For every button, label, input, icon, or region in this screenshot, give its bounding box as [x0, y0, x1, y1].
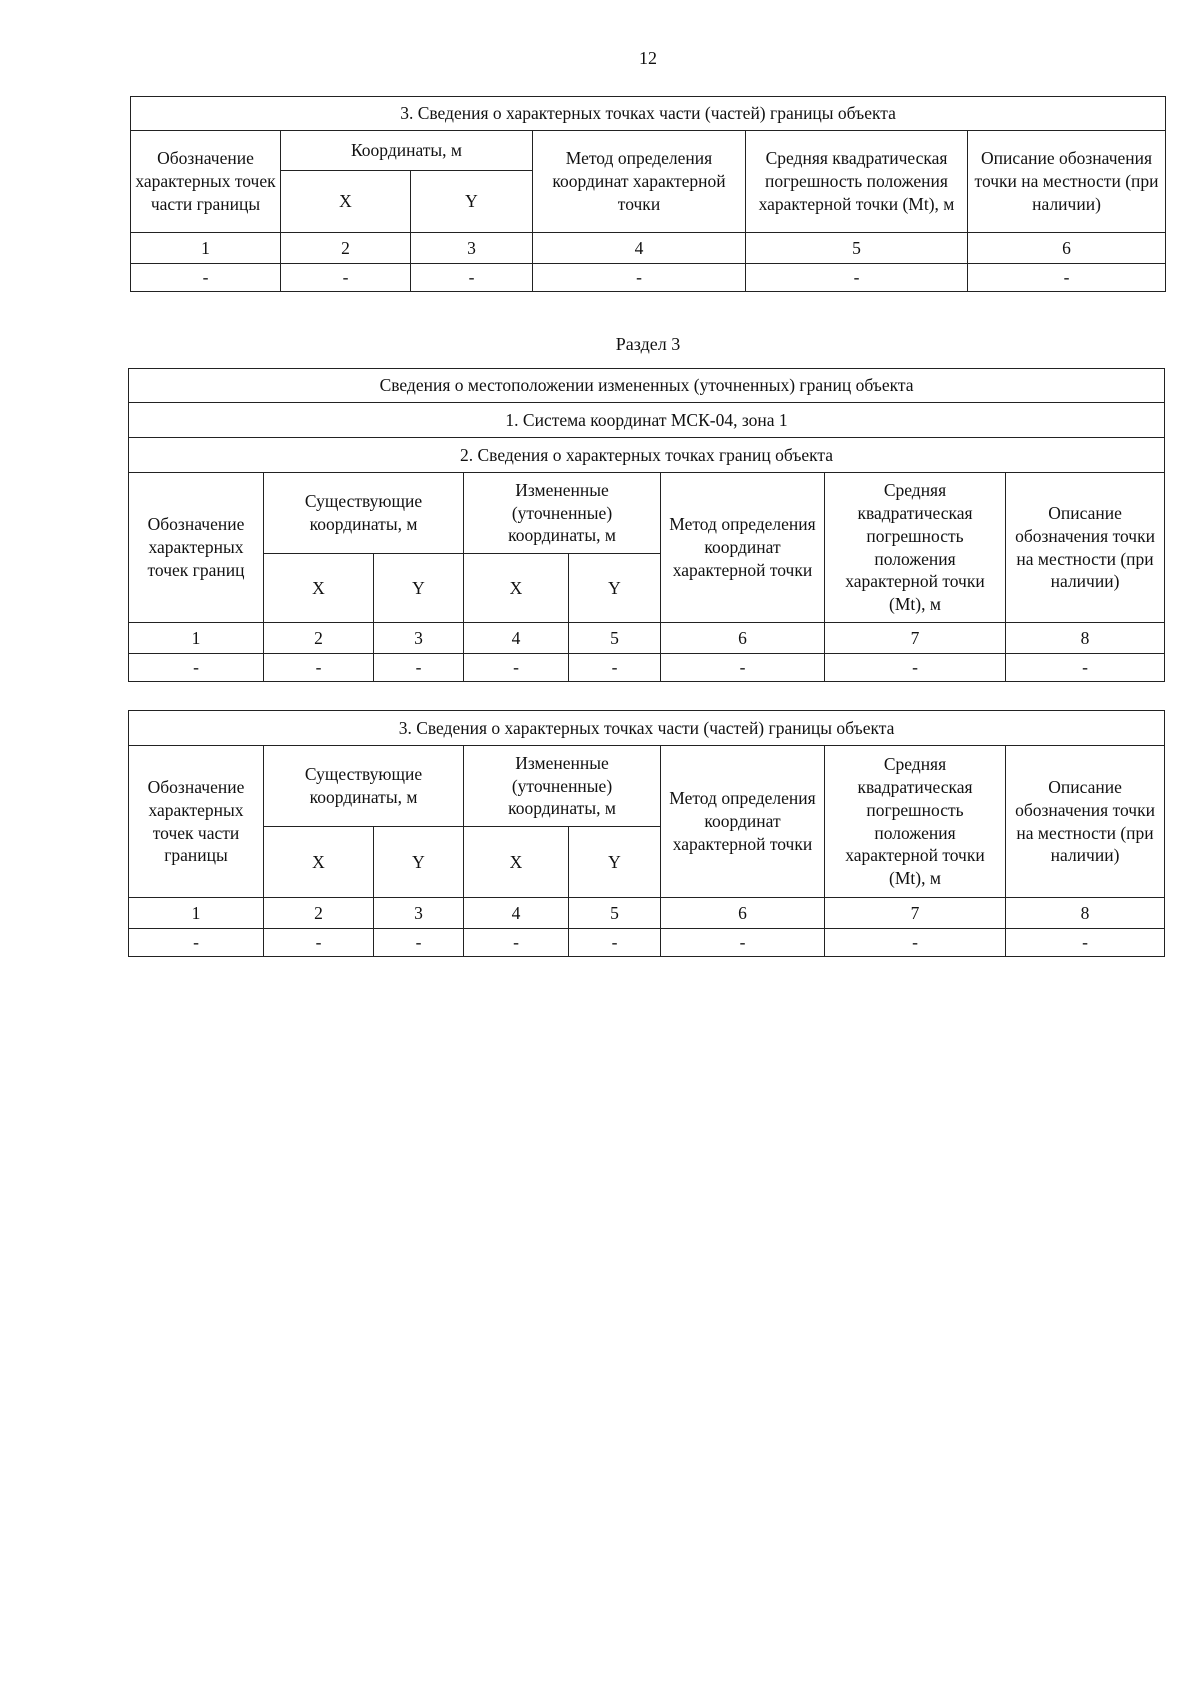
column-numbers-row	[129, 623, 1165, 654]
header-changed-x: X	[464, 554, 569, 623]
header-existing-x: X	[264, 827, 374, 898]
table-title: Сведения о местоположении измененных (уточненных) границ объекта	[129, 369, 1165, 403]
table-caption: 3. Сведения о характерных точках части (частей) границы объекта	[131, 97, 1166, 131]
header-changed-x: X	[464, 827, 569, 898]
column-number: 5	[746, 233, 968, 264]
column-number: 8	[1006, 898, 1165, 929]
table-cell: -	[374, 929, 464, 957]
column-number: 1	[131, 233, 281, 264]
header-error: Средняя квадратическая погрешность положения характерной точки (Mt), м	[825, 473, 1006, 623]
header-changed-coordinates: Измененные (уточненные) координаты, м	[464, 746, 661, 827]
table-caption: 3. Сведения о характерных точках части (частей) границы объекта	[129, 711, 1165, 746]
table-row	[129, 929, 1165, 957]
table-row	[129, 654, 1165, 682]
column-number: 4	[464, 623, 569, 654]
table-cell: -	[1006, 654, 1165, 682]
coordinate-system: 1. Система координат МСК-04, зона 1	[129, 403, 1165, 438]
header-error: Средняя квадратическая погрешность положения характерной точки (Mt), м	[746, 131, 968, 233]
table-part-boundary-points	[130, 96, 1166, 292]
header-description: Описание обозначения точки на местности (при наличии)	[1006, 473, 1165, 623]
header-existing-x: X	[264, 554, 374, 623]
column-number: 6	[661, 623, 825, 654]
column-number: 2	[264, 898, 374, 929]
column-number: 1	[129, 623, 264, 654]
header-existing-y: Y	[374, 827, 464, 898]
column-number: 2	[281, 233, 411, 264]
column-number: 1	[129, 898, 264, 929]
column-number: 2	[264, 623, 374, 654]
table-cell: -	[411, 264, 533, 292]
table-cell: -	[968, 264, 1166, 292]
column-number: 3	[374, 898, 464, 929]
column-number: 7	[825, 623, 1006, 654]
header-designation: Обозначение характерных точек границ	[129, 473, 264, 623]
page-number: 12	[639, 48, 657, 68]
table-cell: -	[281, 264, 411, 292]
table-cell: -	[129, 929, 264, 957]
column-number: 3	[411, 233, 533, 264]
table-cell: -	[825, 929, 1006, 957]
table-cell: -	[569, 929, 661, 957]
column-number: 7	[825, 898, 1006, 929]
column-number: 6	[968, 233, 1166, 264]
header-designation: Обозначение характерных точек части границы	[129, 746, 264, 898]
header-coordinates: Координаты, м	[281, 131, 533, 171]
header-changed-y: Y	[569, 827, 661, 898]
header-designation: Обозначение характерных точек части границы	[131, 131, 281, 233]
table-changed-boundary-points	[128, 368, 1165, 682]
column-numbers-row	[129, 898, 1165, 929]
table-cell: -	[131, 264, 281, 292]
header-x: X	[281, 171, 411, 233]
header-changed-coordinates: Измененные (уточненные) координаты, м	[464, 473, 661, 554]
header-description: Описание обозначения точки на местности (при наличии)	[968, 131, 1166, 233]
column-number: 5	[569, 898, 661, 929]
table-caption: 2. Сведения о характерных точках границ объекта	[129, 438, 1165, 473]
table-cell: -	[129, 654, 264, 682]
table-cell: -	[569, 654, 661, 682]
table-cell: -	[264, 654, 374, 682]
table-cell: -	[661, 654, 825, 682]
column-number: 3	[374, 623, 464, 654]
header-method: Метод определения координат характерной точки	[533, 131, 746, 233]
column-number: 4	[533, 233, 746, 264]
table-cell: -	[264, 929, 374, 957]
table-cell: -	[746, 264, 968, 292]
table-part-boundary-changed-points	[128, 710, 1165, 957]
table-cell: -	[825, 654, 1006, 682]
header-existing-y: Y	[374, 554, 464, 623]
table-cell: -	[1006, 929, 1165, 957]
column-numbers-row	[131, 233, 1166, 264]
table-cell: -	[464, 929, 569, 957]
table-cell: -	[374, 654, 464, 682]
table-row	[131, 264, 1166, 292]
header-error: Средняя квадратическая погрешность положения характерной точки (Mt), м	[825, 746, 1006, 898]
header-existing-coordinates: Существующие координаты, м	[264, 473, 464, 554]
section-title: Раздел 3	[615, 334, 681, 354]
header-method: Метод определения координат характерной точки	[661, 746, 825, 898]
column-number: 6	[661, 898, 825, 929]
header-method: Метод определения координат характерной точки	[661, 473, 825, 623]
header-y: Y	[411, 171, 533, 233]
header-description: Описание обозначения точки на местности (при наличии)	[1006, 746, 1165, 898]
column-number: 4	[464, 898, 569, 929]
table-cell: -	[464, 654, 569, 682]
header-existing-coordinates: Существующие координаты, м	[264, 746, 464, 827]
table-cell: -	[533, 264, 746, 292]
table-cell: -	[661, 929, 825, 957]
column-number: 5	[569, 623, 661, 654]
column-number: 8	[1006, 623, 1165, 654]
header-changed-y: Y	[569, 554, 661, 623]
